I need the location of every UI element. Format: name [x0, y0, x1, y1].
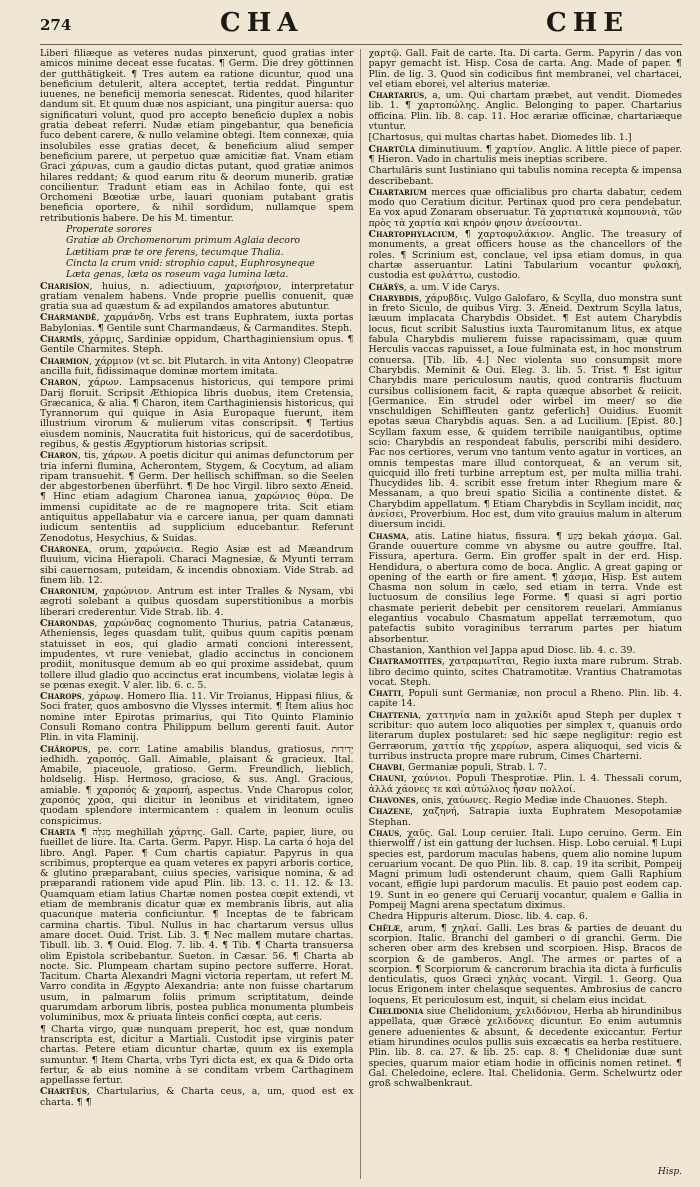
entry-headword: Chēlæ — [368, 922, 401, 934]
dictionary-entry — [369, 145, 683, 166]
dictionary-entry — [40, 692, 354, 743]
entry-headword: Charmīs — [40, 334, 82, 346]
dictionary-entry — [40, 451, 354, 544]
entry-text: , χάρωψ. Homero Ilia. 11. Vir Troianus, Hippasi filius, & Soci frater, quos ambosvno die Vlysses intermit. ¶ Item alius hoc nomine inter Epirotas primarius, qui Tito Quinto Flaminio Consuli Romano contra Philippum bellum gerenti fauit. Autor Plin. in vita Flaminij. — [40, 691, 354, 744]
entry-text: , pe. corr. Latine amabilis blandus, gratiosus, יְדִידוּת iedhidh. χαροπός. Gall. Aimable, plaisant & gracieux. Ital. Amabile, piaceuole, gratioso. Germ. Freundlich, lieblich, holdselig. Hisp. Hermoso, gracioso, & sus. Angl. Gracious, amiable. ¶ χαροπός & χαροπή, aspectus. Vnde Charopus color, χαροπός χρόα, qui dicitur in leonibus et viriditatem, igneo quodam splendore intermicantem : qualem in leonum oculis conspicimus. — [40, 743, 354, 827]
entry-headword: Charon — [40, 377, 78, 389]
entry-headword: Chatti — [368, 688, 402, 700]
entry-headword: Chavones — [368, 795, 416, 807]
catchword: Hisp. — [658, 1167, 682, 1177]
entry-text: ¶ מְגִלָּה meghillah χάρτης. Gall. Carte, papier, liure, ou fueillet de liure. Ita. Carta. Germ. Papyr. Hisp. La carta ó hoja del libro. Angl. Paper. ¶ Cum chartis capiatur. Papyrus in qua scribimus, propterque ea quam veteres ex papyri arboris cortice, & glutino præparabant, cuius species, varisique nomina, & ad præparandi rationem vide apud Plin. lib. 13. c. 11. 12. & 13. Quamquam etiam latius Chartæ nomen postea cœpit extendi, vt etiam de membranis dicatur quæ ex membranis libris, aut alia quacunque materia conficiuntur. ¶ Inceptas de te fabricam carmina chartis. Tibul. Nullus in hac chartarum versus ullus amare docet. Ouid. Trist. Lib. 3. ¶ Nec mallem mutare chartas. Tibull. lib. 3. ¶ Ouid. Elog. 7. lib. 4. ¶ Tib. ¶ Charta transuersa olim Epistola scribebantur. Sueton. in Cæsar. 56. ¶ Charta ab nocte. Sic. Plumpeam chartam supino pectore sufferre. Horat. Tacitum. Charta Alexandri Magni victoria repertam, ut refert M. Varro condita in Ægypto Alexandria: ante non fuisse chartarum usum, in palmarum foliis primum scriptitatum, deinde quarumdam arborum libris, postea publica monumenta plumbeis voluminibus, mox & priuata linteis confici cœpta, aut ceris. — [40, 826, 354, 1024]
dictionary-entry — [369, 1007, 683, 1089]
dictionary-entry — [40, 225, 354, 235]
entry-headword: Chartēus — [40, 1086, 87, 1098]
page-number: 274 — [40, 16, 72, 34]
dictionary-entry — [40, 828, 354, 1024]
entry-text: , χαζηνή, Satrapia iuxta Euphratem Mesopotamiæ Stephan. — [368, 806, 682, 828]
dictionary-entry — [40, 619, 354, 691]
dictionary-entry — [369, 924, 683, 1006]
entry-text: Chedra Hippuris alterum. Diosc. lib. 4. cap. 6. — [368, 911, 588, 923]
dictionary-entry — [40, 335, 354, 356]
dictionary-entry — [369, 133, 683, 143]
entry-text: , χαρμάνδη. Vrbs est trans Euphratem, iuxta portas Babylonias. ¶ Gentile sunt Charmandæus, & Carmandites. Steph. — [40, 312, 354, 334]
entry-headword: Chauni — [368, 773, 404, 785]
entry-headword: Chatramotites — [368, 656, 443, 668]
entry-headword: Charops — [40, 691, 82, 703]
entry-text: , χατραμωτῖται, Regio iuxta mare rubrum. Strab. libro decimo quinto, scites Chatramotitæ. Vrantius Chatramotas vocat. Steph. — [368, 656, 682, 688]
entry-text: , χαύνιοι. Populi Thesprotiæ. Plin. l. 4. Thessali corum, ἀλλά χάονες τε καὶ αὐτώλιος ἦσαν πολλοί. — [368, 773, 682, 795]
entry-text: , χαρώνιον. Antrum est inter Tralles & Nysam, vbi ægroti solebant a quibus quosdam superstitionibus a morbis liberari crederentur. Vide Strab. lib. 4. — [40, 586, 354, 618]
right-column — [369, 49, 683, 1179]
entry-text: , χάρμιον (vt sc. bit Plutarch. in vita Antony) Cleopatræ ancilla fuit, fidissimaque dominæ mortem imitata. — [40, 355, 354, 377]
entry-headword: Chărŷs — [368, 281, 404, 293]
entry-text: Chartulāris sunt Iustiniano qui tabulis nomina recepta & impensa describebant. — [368, 165, 682, 187]
dictionary-entry — [369, 166, 683, 187]
entry-text: , χάρυβδις. Vulgo Galofaro, & Scylla, duo monstra sunt in freto Siculo, de quibus Virg. 3. Æneid. Dextrum Scylla latus, læuum implacata Charybdis Obsidet. ¶ Est autem Charybdis locus, ficut scribit Salustius iuxta Tauromitanum litus, ex atque fabula Charybdis mulierem fuisse rapacissimam, quæ quum Herculis vaccas rapuisset, a Ioue fulminata est, in hoc monstrum conuersa. [Tib. lib. 4.] Nec violenta suo consumpsit more Charybdis. Meminit & Oui. Eleg. 3. lib. 5. Trist. ¶ Est igitur Charybdis mare periculosum nautis, quod contrariis fluctuum cursibus collisionem facit, & rapta quæque absorbet & reiicit. [Germanice. Ein strudel oder wirbel im meer/ so die vnschuldigen Schiffleuten gantz geferlich] Ouidius. Euomit epotas sæua Charybdis aquas. Sen. a ad Lucilium. [Epist. 80.] Scyllam faxum esse, & quidem terribile nauigantibus, optime scio: Charybdis an respondeat fabulis, perscribi mihi desidero. Fac nos certiores, verum vno tantum vento agatur in vortices, an omnis tempestas mare illud contorqueat, & an verum sit, quicquid illo freti turbine arreptum est, per multa millia trahi. Thucydides lib. 4. scribit esse fretum inter Rhegium mare & Messanam, a quo breui spatio Sicilia a continente distet. & Charybdim appellatum. ¶ Etiam Charybdis in Scyllam incidit, πας ἀνείσει, Proverbium. Hoc est, dum vito grauius malum in alterum diuersum incidi. — [368, 292, 682, 531]
entry-headword: Chelidonia — [368, 1006, 424, 1018]
entry-text: Chastanion, Xanthion vel Jappa apud Diosc. lib. 4. c. 39. — [368, 644, 636, 656]
dictionary-entry — [369, 49, 683, 90]
entry-text: , χάρων. Lampsacenus historicus, qui tempore primi Darij floruit. Scripsit Æthiopica libris duobus, item Cretensia, Græcanica, & alia. ¶ Charon, item Carthaginiensis historicus, qui Tyrannorum qui quique in Asia Europaque fuerunt, item illustrium virorum & mulierum vitas conscripsit. ¶ Tertius eiusdem nominis, Naucratita fuit historicus, qui de sacerdotibus, regibus, & gestis Ægyptiorum historias scripsit. — [40, 377, 354, 450]
entry-text: , tis, χάρων. A poetis dicitur qui animas defunctorum per tria inferni flumina, Acherontem, Stygem, & Cocytum, ad aliam ripam transuehit. ¶ Germ. Der hellisch schiffman. so die Seelen der abgestorbenen überführt. ¶ De hoc Virgil. libro sexto Æneid. ¶ Hinc etiam adagium Charonea ianua, χαρώνιος θύρα. De immensi cupiditate ac de re magnopere trita. Scit etiam antiquitus appellabatur via e carcere ianua, per quam damnati iudicum sententiis ad supplicium educebantur. Referunt Zenodotus, Hesychius, & Suidas. — [40, 450, 354, 544]
entry-headword: Chavbi — [368, 762, 403, 774]
entry-text: , huius, n. adiectiuum, χαρισήριον, interpretatur gratiam venalem habens. Vnde proprie puellis conuenit, quæ gratia sua ad quæstum & ad expilandos amatores abutuntur. — [40, 280, 354, 313]
dictionary-entry — [369, 912, 683, 922]
entry-headword: Charybdis — [368, 292, 419, 304]
entry-text: merces quæ officialibus pro charta dabatur, cedem modo quo Ceratium dicitur. Pertinax quod pro cera pendebatur. Ea vox apud Zonaram obseruatur. Τὰ χαρτιατικὰ κομπουνιὰ, τῶν πρὸς τὰ χαρτία καὶ κηρόν φησιν ἀνείσονται. — [368, 186, 682, 229]
entry-text: , a. um. V ide Carys. — [403, 281, 500, 293]
dictionary-entry — [369, 763, 683, 773]
entry-text: , orum, χαρώνεια. Regio Asiæ est ad Mæandrum fluuium, vicina Hierapoli. Characi Magnesiæ, & Myunti terram sibi cauernosam, puteidam, & incendis obnoxiam. Vide Strab. ad finem lib. 12. — [40, 543, 354, 586]
entry-text: siue Chelidonium, χελιδόνιον, Herba ab hirundinibus appellata, quæ Græcè χελιδόνες dicuntur. Eo enim autumnis genere aduenientes & absunt, & decedente exiccantur. Fertur etiam hirundines oculos pullis suis excæcatis ea herba restituere. Plin. lib. 8. ca. 27. & lib. 25. cap. 8. ¶ Chelidoniæ duæ sunt species, quarum maior etiam hodie in officinis nomen retinet. ¶ Gal. Cheledoine, eclere. Ital. Chelidonia. Germ. Schelwurtz oder groß schwalbenkraut. — [368, 1006, 682, 1090]
entry-headword: Chaus — [368, 827, 400, 839]
dictionary-entry — [40, 282, 354, 313]
entry-text: , a, um. Qui chartam præbet, aut vendit. Diomedes lib. 1. ¶ χαρτοπώλης. Anglic. Belonging to paper. Chartarius officina. Plin. lib. 8. cap. 11. Hoc ærariæ officinæ, chartariæque vtuntur. — [368, 90, 682, 133]
dictionary-entry — [40, 1025, 354, 1087]
entry-headword: Charon — [40, 450, 78, 462]
entry-text: Gratiæ ab Orchomenorum primum Aglaia decoro — [66, 235, 301, 247]
dictionary-entry — [369, 532, 683, 645]
entry-text: , χαττηνία nam in χαλκίδι apud Steph per duplex τ scribitur: quo autem loco aliquoties per simplex τ, quanuis ordo literarum duplex postularet: sed hic sæpe negligitur: regio est Gerræorum, χαττία τῆς χερρίων, aspera aliquoqui, sed vicis & turribus instructa propre mare rubrum, Cimes Charterni. — [368, 709, 682, 762]
entry-text: , ¶ χαρτοφυλάκιον. Anglic. The treasury of monuments, a great officers house as the chancellors of the roles. ¶ Scrinium est, conclaue, vel ipsa etiam domus, in qua chartæ asseruantur. Latini Tabularium vocantur φυλακή, custodia est φυλάττω, custodio. — [368, 229, 682, 282]
entry-text: diminutiuum. ¶ χαρτίον. Anglic. A little piece of paper. ¶ Hieron. Vado in chartulis meis ineptias scribere. — [368, 143, 682, 165]
dictionary-entry — [369, 283, 683, 293]
entry-headword: Charondas — [40, 618, 95, 630]
dictionary-entry — [40, 1087, 354, 1108]
dictionary-entry — [40, 745, 354, 827]
entry-text: Cincta la crum vnid: strophio caput, Euphrosyneque — [66, 257, 315, 269]
entry-headword: Charmion — [40, 355, 89, 367]
dictionary-entry — [369, 91, 683, 132]
dictionary-entry — [40, 357, 354, 378]
dictionary-entry — [369, 829, 683, 911]
dictionary-entry — [40, 545, 354, 586]
entry-text: , χάρμις, Sardiniæ oppidum, Charthaginiensium opus. ¶ Gentile Charmites. Steph. — [40, 334, 354, 356]
entry-headword: Chartophylacium — [368, 229, 455, 241]
dictionary-entry — [40, 259, 354, 269]
entry-headword: Chăropus — [40, 743, 88, 755]
dictionary-entry — [40, 236, 354, 246]
dictionary-entry — [40, 49, 354, 224]
entry-text: , χαρώνδας cognomento Thurius, patria Catanæus, Atheniensis, leges quasdam tulit, quibus quum capitis pœnam statuisset in eos, qui gladio armati concioni interessent, impudentes, vt rure veniebat, gladio accinctus in concionem prodiit, monitusque demum ab eo qui proxime assidebat, quum tollere illud gladio quo accinctus erat incumbens, violatæ legis à se pœnas exegit. V aler. lib. 6. c. 5. — [40, 618, 354, 691]
running-head-right: CHE — [546, 8, 630, 38]
left-column — [40, 49, 361, 1179]
dictionary-entry — [369, 657, 683, 688]
entry-text: Lætitiam præ te ore ferens, tecumque Thalia. — [66, 246, 284, 258]
entry-headword: Chartūla — [368, 143, 416, 155]
dictionary-entry — [369, 711, 683, 762]
entry-headword: Charonea — [40, 543, 89, 555]
dictionary-entry — [40, 587, 354, 618]
entry-headword: Chasma — [368, 530, 407, 542]
entry-text: , Chartularius, & Charta ceus, a, um, quod est ex charta. ¶ ¶ — [40, 1086, 354, 1108]
running-head-left: CHA — [220, 8, 304, 38]
entry-text: Liberi filiæque as veteres nudas pinxerunt, quod gratias inter amicos minime deceat esse fucatas. ¶ Germ. Die drey göttinnen der gutthätigkeit. ¶ Tres autem ea ratione dicuntur, quod una beneficium detulerit, altera acceptet, tertia reddat. Pinguntur iuuenes, ne beneficij memoria senescat. Ridentes, quod hilariter dandum sit. Et quum duæ nos aspiciant, una pingitur auersa: quo significaturi volunt, quod pro accepto beneficio duplex a nobis gratia debeat referri. Nudæ etiam pingebantur, qua beneficia fuco debent carere, & nullo velamine obtegi. Item connexæ, quia insolubiles esse gratias decet, & beneficium aliud semper beneficium parere, ut perpetuo quæ amicitiæ fiat. Vnam etiam Graci χάρινas, cum a gaudio dictas putant, quod gratiæ animos hilares reddant; & quod earum ritu & deorum munerib. gratiæ concilientur. Tradunt etiam eas in Achilao fonte, qui est Orchomeni Bœotiæ urbe, lauari quoniam putabant gratis beneficia oportere, & nihil sordidum, nullamque spem retributionis habere. De his M. timentur. — [40, 49, 354, 224]
entry-headword: Chartarium — [368, 186, 427, 198]
entry-text: Læta genas, læta os roseum vaga lumina læta. — [66, 269, 289, 281]
entry-text: Properate sorores — [66, 224, 152, 236]
entry-text: χαρτῷ. Gall. Fait de carte. Ita. Di carta. Germ. Papyrin / das von papyr gemacht ist. Hisp. Cosa de carta. Ang. Made of paper. ¶ Plin. de lig. 3. Quod sin codicibus fint membranei, vel chartacei, vel etiam eborei, vel alterius materiæ. — [368, 49, 682, 90]
entry-headword: Chazene — [368, 806, 411, 818]
entry-headword: Charisīon — [40, 280, 90, 292]
entry-headword: Chartarius — [368, 90, 425, 102]
dictionary-entry — [40, 270, 354, 280]
dictionary-entry — [40, 378, 354, 450]
entry-text: , onis, χαύωνες. Regio Mediæ inde Chauones. Steph. — [415, 795, 668, 807]
entry-text: , χαῦς. Gal. Loup ceruier. Itali. Lupo ceruino. Germ. Ein thierwolff / ist ein gattung der luchsen. Hisp. Lobo ceruial. ¶ Lupi species est, pardorum maculas habens, quem alio nomine lupum ceruarium vocant. De quo Plin. lib. 8. cap. 19 ita scribit, Pompeij Magni primum ludi ostenderunt chaum, quem Galli Raphium vocant, effigie lupi pardorum maculis. Et pauio post eodem cap. 19. Sunt in eo genere qui Ceruarij vocantur, qualem e Gallia in Pompeij Magni arena spectatum diximus. — [368, 827, 682, 912]
two-column-body — [40, 49, 682, 1179]
dictionary-entry — [369, 188, 683, 229]
dictionary-entry — [369, 294, 683, 531]
dictionary-entry — [40, 248, 354, 258]
entry-headword: Charmandē — [40, 312, 97, 324]
entry-text: ¶ Charta virgo, quæ nunquam preperit, hoc est, quæ nondum transcripta est, dicitur a Martiali. Custodit ipse virginis pater chartas. Petere etiam dicuntur chartæ, quum ex iis exempla sumuntur. ¶ Item Charta, vrbs Tyri dicta est, ex qua & Dido orta fertur, & ab eius nomine à se conditam vrbem Carthaginem appellasse fertur. — [40, 1023, 354, 1087]
entry-text: , arum, ¶ χηλαί. Galli. Les bras & parties de deuant du scorpion. Italic. Branchi del gamberi o di granchi. Germ. Die scheren ober arm des krebsen und scorpioen. Hisp. Bracos de scorpion & de gamberos. Angl. The armes or partes of a scorpion. ¶ Scorpiorum & cancrorum brachia ita dicta à furficulis denticulatis, quos Græci χηλὰς vocant. Virgil. 1. Georg. Qua locus Erigonem inter chelasque sequentes. Ambrosius de cancro loquens, Et periculosum est, inquit, si chelam eius incidat. — [368, 922, 682, 1006]
entry-headword: Chattenia — [368, 709, 419, 721]
dictionary-entry — [369, 689, 683, 710]
dictionary-entry — [40, 313, 354, 334]
entry-headword: Charta — [40, 826, 76, 838]
entry-text: , Germaniæ populi, Strab. l. 7. — [402, 762, 547, 774]
entry-text: [Chartosus, qui multas chartas habet. Diomedes lib. 1.] — [368, 132, 632, 144]
dictionary-entry — [369, 807, 683, 828]
dictionary-entry — [369, 230, 683, 281]
dictionary-entry — [369, 796, 683, 806]
dictionary-entry — [369, 774, 683, 795]
entry-text: , atis. Latine hiatus, fissura. ¶ בֶּקַע bekah χάσμα. Gal. Grande ouuerture comme vn abysme ou autre gouffre. Ital. Fissura, apertura. Germ. Ein groffer spalt in der erd. Hisp. Hendidura, o abertura como de boca. Anglic. A great gaping or opening of the earth or fire ament. ¶ χάσμα, Hisp. Est autem Chasma non solum in cælo, sed etiam in terra. Vnde est luctuosum de consilius lege Forme. ¶ quasi si agri portio chasmate perierit debebit per censitorem reuelari. Ammianus elegantius vocabulo Chasmatum appellat terræmotum, quo patefactis subito voraginibus terrarum partes per hiatum absorbentur. — [368, 530, 682, 645]
entry-headword: Charonium — [40, 586, 95, 598]
dictionary-entry — [369, 646, 683, 656]
entry-text: , Populi sunt Germaniæ, non procul a Rheno. Plin. lib. 4. capite 14. — [368, 688, 682, 710]
page-header — [40, 8, 682, 45]
